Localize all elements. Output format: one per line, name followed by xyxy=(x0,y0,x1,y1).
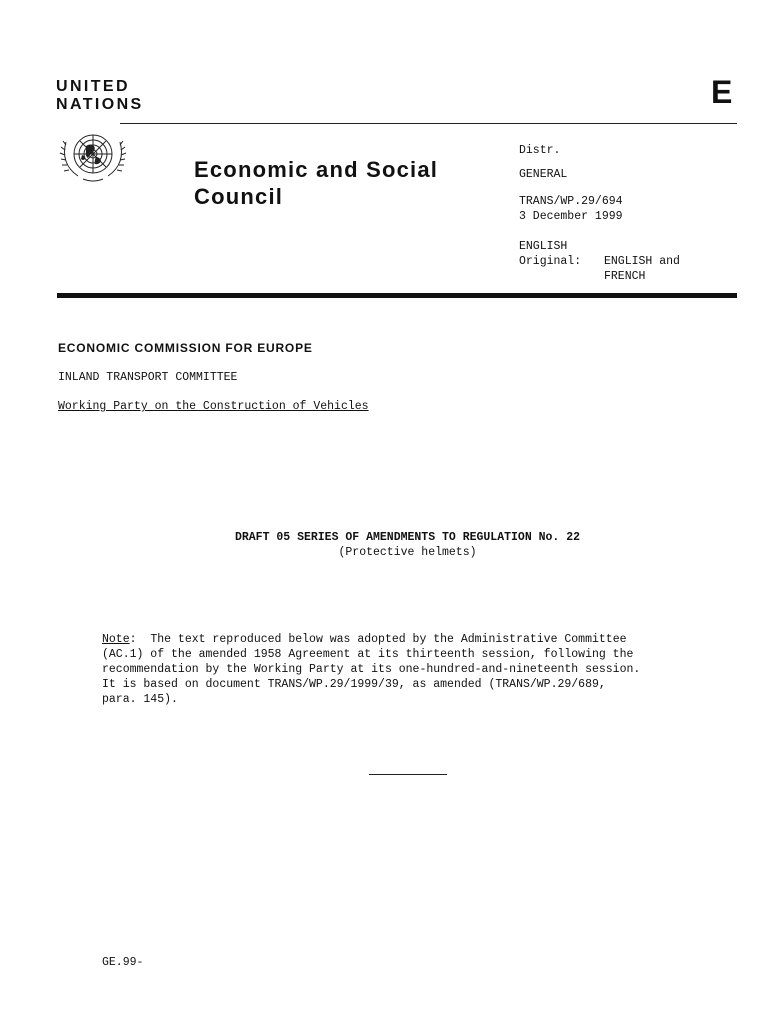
document-date: 3 December 1999 xyxy=(519,210,623,223)
section-separator xyxy=(369,774,447,775)
note-paragraph xyxy=(102,632,722,707)
distribution-label: Distr. xyxy=(519,144,561,157)
original-language-value: ENGLISH and FRENCH xyxy=(604,255,680,283)
org-line-2: NATIONS xyxy=(56,96,144,113)
note-line: recommendation by the Working Party at its one-hundred-and-nineteenth session. xyxy=(102,663,641,676)
document-title: DRAFT 05 SERIES OF AMENDMENTS TO REGULATION No. 22 xyxy=(234,531,581,544)
language-letter: E xyxy=(711,74,733,110)
un-emblem-icon xyxy=(58,124,128,184)
note-line xyxy=(102,632,722,647)
council-line-2: Council xyxy=(194,184,284,209)
original-language-label: Original: xyxy=(519,255,582,268)
council-title xyxy=(194,156,438,210)
committee-name: INLAND TRANSPORT COMMITTEE xyxy=(58,371,238,384)
note-line: para. 145). xyxy=(102,693,178,706)
commission-heading: ECONOMIC COMMISSION FOR EUROPE xyxy=(58,341,313,355)
document-subtitle: (Protective helmets) xyxy=(338,546,477,559)
footer-code: GE.99- xyxy=(102,956,144,969)
header-divider xyxy=(57,293,737,298)
org-line-1: UNITED xyxy=(56,78,130,95)
document-language: ENGLISH xyxy=(519,240,568,253)
header-rule xyxy=(120,123,737,124)
document-symbol: TRANS/WP.29/694 xyxy=(519,195,623,208)
note-label: Note xyxy=(102,633,130,646)
working-party-name: Working Party on the Construction of Vehicles xyxy=(58,400,369,413)
organization-name xyxy=(56,78,144,114)
council-line-1: Economic and Social xyxy=(194,157,439,182)
note-line: It is based on document TRANS/WP.29/1999/39, as amended (TRANS/WP.29/689, xyxy=(102,678,606,691)
note-text: : The text reproduced below was adopted by the Administrative Committee xyxy=(129,633,627,646)
note-line: (AC.1) of the amended 1958 Agreement at its thirteenth session, following the xyxy=(102,648,634,661)
distribution-value: GENERAL xyxy=(519,168,568,181)
